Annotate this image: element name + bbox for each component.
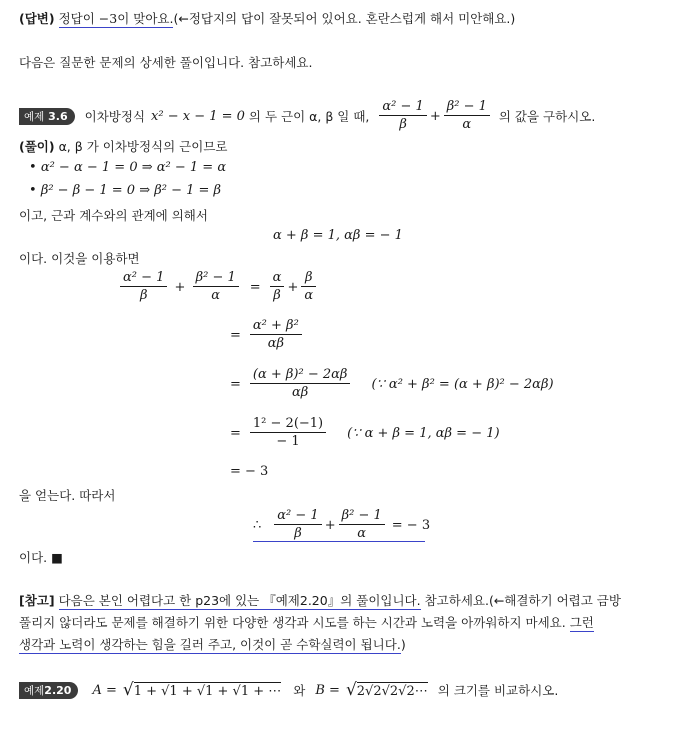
problem-fraction-2: $\frac{\text{β² − 1}}{\alpha}$: [444, 99, 490, 133]
step3-fraction: $\frac{\text{(α + β)² − 2αβ}}{\alpha\beta}$: [250, 367, 351, 401]
b-label: B =: [315, 682, 340, 698]
conclusion-fraction-2: $\frac{\text{β² − 1}}{\alpha}$: [339, 508, 385, 542]
derivation-step-3: = $\frac{\text{(α + β)² − 2αβ}}{\alpha\beta}$ (∵ α² + β² = (α + β)² − 2αβ): [230, 367, 554, 400]
step1-fraction-1: $\frac{\alpha}{\beta}$: [270, 270, 285, 304]
solution-line-4: 을 얻는다. 따라서: [19, 488, 116, 503]
reference-line-1: [참고] 다음은 본인 어렵다고 한 p23에 있는 『예제2.20』의 풀이입니다. 참고하세요.(←해결하기 어렵고 금방: [19, 593, 621, 608]
problem-badge-2: 예제2.20: [19, 682, 78, 699]
problem-text-a: 이차방정식: [84, 109, 146, 124]
vieta-relation: α + β = 1, αβ = − 1: [273, 228, 403, 243]
therefore-symbol: ∴: [253, 517, 262, 533]
solution-bullet-2: • β² − β − 1 = 0 ⇒ β² − 1 = β: [29, 183, 222, 198]
answer-statement: 정답이 −3이 맞아요.: [58, 11, 174, 26]
intro-text: 다음은 질문한 문제의 상세한 풀이입니다. 참고하세요.: [19, 55, 313, 70]
problem-plus: +: [429, 108, 441, 124]
step4-fraction: $\frac{\text{1² − 2(−1)}}{- 1}$: [250, 416, 326, 450]
answer-label: (답변): [19, 11, 55, 26]
b-expression: 2√2√2√2⋯: [356, 683, 428, 699]
conclusion-rhs: = − 3: [391, 517, 431, 533]
conclusion-fraction-1: $\frac{\text{α² − 1}}{\beta}$: [274, 508, 321, 542]
step3-reason: (∵ α² + β² = (α + β)² − 2αβ): [371, 376, 554, 392]
problem-badge: 예제 3.6: [19, 108, 75, 125]
solution-line-5: 이다. ■: [19, 550, 63, 565]
reference-line-2: 풀리지 않더라도 문제를 해결하기 위한 다양한 생각과 시도를 하는 시간과 노력을 아까워하지 마세요. 그런: [19, 615, 594, 630]
problem-fraction-1: $\frac{\text{α² − 1}}{\beta}$: [379, 99, 426, 133]
solution-line-1: (풀이) α, β 가 이차방정식의 근이므로: [19, 139, 228, 154]
step1-fraction-2: $\frac{\beta}{\alpha}$: [301, 270, 316, 304]
step2-fraction: $\frac{\text{α² + β²}}{\alpha\beta}$: [250, 318, 302, 352]
answer-value: −3: [98, 11, 118, 26]
problem-3-6: [19, 99, 595, 133]
answer-line: [19, 9, 515, 27]
problem-equation: x² − x − 1 = 0: [151, 108, 245, 124]
solution-line-2: 이고, 근과 계수와의 관계에 의해서: [19, 208, 208, 223]
derivation-step-1: $\frac{\text{α² − 1}}{\beta}$ + $\frac{\text{β² − 1}}{\alpha}$ = $\frac{\alpha}{\beta}$ + $\frac{\beta}{\alpha}$: [117, 270, 319, 304]
reference-line-3: 생각과 노력이 생각하는 힘을 길러 주고, 이것이 곧 수학실력이 됩니다.): [19, 637, 406, 652]
derivation-step-2: = $\frac{\text{α² + β²}}{\alpha\beta}$: [230, 318, 305, 352]
a-expression: 1 + √1 + √1 + √1 + ⋯: [133, 683, 282, 699]
answer-note: (←정답지의 답이 잘못되어 있어요. 혼란스럽게 해서 미안해요.): [173, 11, 516, 26]
lhs-fraction-1: $\frac{\text{α² − 1}}{\beta}$: [120, 270, 167, 304]
problem-text-b: 의 두 근이 α, β 일 때,: [248, 109, 370, 124]
solution-bullet-1: • α² − α − 1 = 0 ⇒ α² − 1 = α: [29, 160, 227, 175]
mid-text: 와: [293, 683, 306, 698]
conclusion: ∴ $\frac{\text{α² − 1}}{\beta}$ + $\frac{\text{β² − 1}}{\alpha}$ = − 3: [253, 508, 431, 541]
lhs-fraction-2: $\frac{\text{β² − 1}}{\alpha}$: [193, 270, 239, 304]
derivation-step-4: = $\frac{\text{1² − 2(−1)}}{- 1}$ (∵ α + β = 1, αβ = − 1): [230, 416, 500, 449]
reference-label: [참고]: [19, 593, 55, 608]
end-text: 의 크기를 비교하시오.: [437, 683, 559, 698]
reference-link-2: 그런: [569, 615, 594, 630]
derivation-step-5: = − 3: [230, 464, 269, 479]
a-label: A =: [92, 682, 117, 698]
conclusion-underline: [253, 541, 425, 542]
solution-label: (풀이): [19, 139, 55, 154]
reference-link-1: 다음은 본인 어렵다고 한 p23에 있는 『예제2.20』의 풀이입니다.: [58, 593, 421, 608]
reference-link-3: 생각과 노력이 생각하는 힘을 길러 주고, 이것이 곧 수학실력이 됩니다.: [19, 637, 401, 652]
problem-2-20: 예제2.20 A = √ 1 + √1 + √1 + √1 + ⋯ 와 B = √ 2√2√2√2⋯ 의 크기를 비교하시오.: [19, 680, 558, 700]
problem-text-c: 의 값을 구하시오.: [498, 109, 596, 124]
solution-line-3: 이다. 이것을 이용하면: [19, 251, 140, 266]
step4-reason: (∵ α + β = 1, αβ = − 1): [347, 425, 500, 441]
